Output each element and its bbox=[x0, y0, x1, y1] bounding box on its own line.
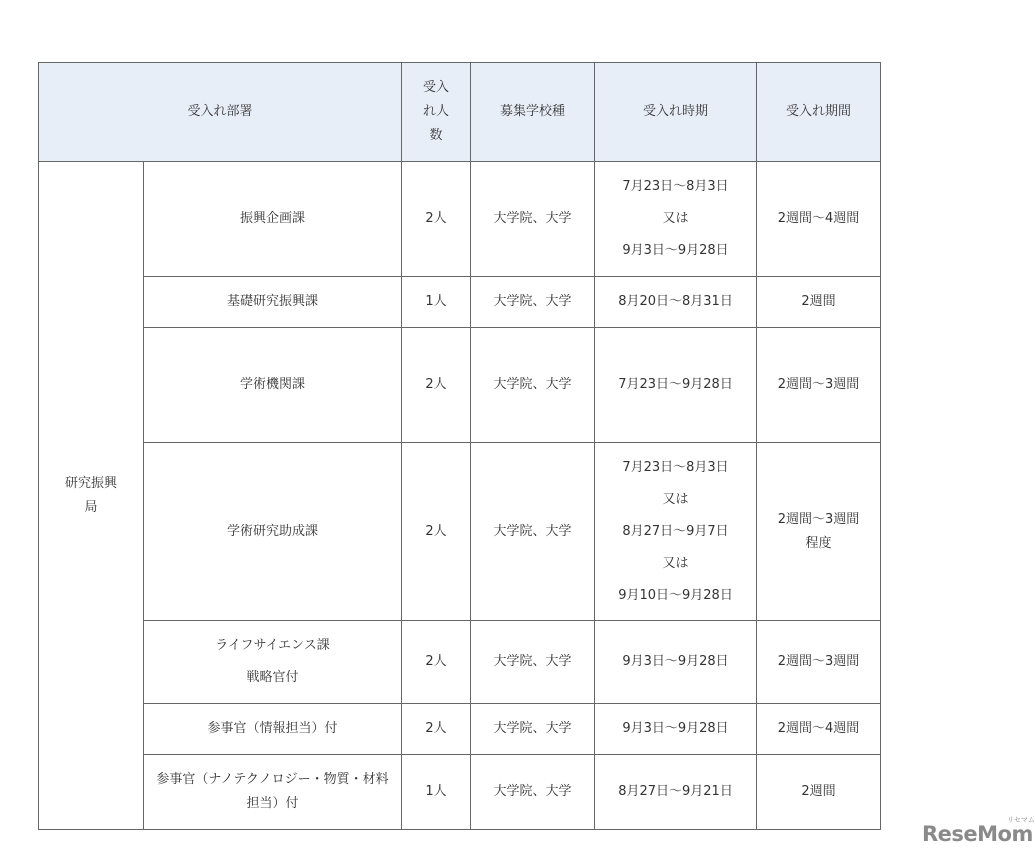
period-cell bbox=[757, 277, 881, 328]
school-cell: 大学院、大学 bbox=[471, 621, 595, 704]
period-line: 2週間 bbox=[801, 294, 836, 309]
period-line: 2週間～3週間 bbox=[777, 511, 860, 527]
dept-line: 基礎研究振興課 bbox=[227, 294, 319, 309]
dept-cell bbox=[144, 328, 402, 443]
school-cell: 大学院、大学 bbox=[471, 162, 595, 277]
period-cell bbox=[757, 755, 881, 830]
timing-cell bbox=[595, 704, 757, 755]
bureau-line: 局 bbox=[84, 499, 98, 515]
dept-line: ライフサイエンス課 bbox=[215, 638, 330, 653]
timing-cell bbox=[595, 162, 757, 277]
period-cell bbox=[757, 328, 881, 443]
timing-line: 8月20日～8月31日 bbox=[618, 294, 733, 309]
school-cell: 大学院、大学 bbox=[471, 704, 595, 755]
table-row bbox=[39, 443, 881, 621]
dept-line: 振興企画課 bbox=[240, 211, 306, 226]
timing-cell bbox=[595, 755, 757, 830]
header-count-line: 受入 bbox=[423, 80, 450, 95]
period-cell bbox=[757, 162, 881, 277]
period-cell bbox=[757, 443, 881, 621]
dept-line: 学術機関課 bbox=[240, 377, 306, 392]
header-count bbox=[402, 63, 471, 162]
table-row bbox=[39, 621, 881, 704]
timing-line: 8月27日～9月7日 bbox=[622, 523, 729, 539]
timing-line: 9月3日～9月28日 bbox=[622, 243, 729, 258]
timing-line: 9月3日～9月28日 bbox=[622, 721, 729, 736]
count-cell: 1人 bbox=[402, 755, 471, 830]
resemom-watermark-logo bbox=[922, 816, 1035, 846]
count-cell: 2人 bbox=[402, 621, 471, 704]
timing-line: 8月27日～9月21日 bbox=[618, 784, 733, 799]
header-timing: 受入れ時期 bbox=[595, 63, 757, 162]
header-school: 募集学校種 bbox=[471, 63, 595, 162]
bureau-cell bbox=[39, 162, 144, 830]
internship-table-container bbox=[38, 62, 881, 830]
watermark-brand: ReseMom bbox=[922, 822, 1033, 846]
bureau-line: 研究振興 bbox=[64, 475, 117, 491]
dept-cell bbox=[144, 443, 402, 621]
header-count-line: 数 bbox=[429, 128, 443, 143]
timing-cell bbox=[595, 277, 757, 328]
timing-line: 7月23日～8月3日 bbox=[622, 459, 729, 475]
table-header-row bbox=[39, 63, 881, 162]
timing-line: 9月10日～9月28日 bbox=[618, 587, 733, 603]
period-line: 2週間～4週間 bbox=[777, 211, 860, 226]
count-cell: 2人 bbox=[402, 443, 471, 621]
school-cell: 大学院、大学 bbox=[471, 443, 595, 621]
timing-cell bbox=[595, 328, 757, 443]
watermark-sub: リセマム bbox=[1006, 816, 1035, 824]
period-line: 2週間 bbox=[801, 784, 836, 799]
header-dept: 受入れ部署 bbox=[39, 63, 402, 162]
dept-cell bbox=[144, 162, 402, 277]
period-line: 2週間～3週間 bbox=[777, 377, 860, 392]
table-row bbox=[39, 328, 881, 443]
period-cell bbox=[757, 704, 881, 755]
dept-cell bbox=[144, 755, 402, 830]
count-cell: 1人 bbox=[402, 277, 471, 328]
timing-line: 又は bbox=[662, 491, 689, 507]
period-cell bbox=[757, 621, 881, 704]
period-line: 2週間～4週間 bbox=[777, 721, 860, 736]
timing-line: 7月23日～9月28日 bbox=[618, 377, 733, 392]
table-row bbox=[39, 277, 881, 328]
timing-line: 9月3日～9月28日 bbox=[622, 654, 729, 669]
count-cell: 2人 bbox=[402, 704, 471, 755]
dept-cell bbox=[144, 277, 402, 328]
school-cell: 大学院、大学 bbox=[471, 277, 595, 328]
table-row bbox=[39, 704, 881, 755]
period-line: 程度 bbox=[805, 535, 832, 551]
dept-line: 参事官（ナノテクノロジー・物質・材料 bbox=[156, 772, 389, 787]
timing-cell bbox=[595, 621, 757, 704]
dept-line: 学術研究助成課 bbox=[227, 523, 319, 539]
school-cell: 大学院、大学 bbox=[471, 755, 595, 830]
header-count-line: れ人 bbox=[423, 104, 450, 119]
internship-table bbox=[38, 62, 881, 830]
timing-line: 又は bbox=[662, 555, 689, 571]
school-cell: 大学院、大学 bbox=[471, 328, 595, 443]
dept-line: 参事官（情報担当）付 bbox=[207, 721, 338, 736]
count-cell: 2人 bbox=[402, 328, 471, 443]
period-line: 2週間～3週間 bbox=[777, 654, 860, 669]
timing-line: 7月23日～8月3日 bbox=[622, 179, 729, 194]
dept-line: 担当）付 bbox=[246, 796, 299, 811]
timing-cell bbox=[595, 443, 757, 621]
table-row bbox=[39, 162, 881, 277]
timing-line: 又は bbox=[662, 211, 689, 226]
count-cell: 2人 bbox=[402, 162, 471, 277]
table-row bbox=[39, 755, 881, 830]
dept-cell bbox=[144, 704, 402, 755]
dept-line: 戦略官付 bbox=[246, 670, 299, 685]
dept-cell bbox=[144, 621, 402, 704]
header-period: 受入れ期間 bbox=[757, 63, 881, 162]
